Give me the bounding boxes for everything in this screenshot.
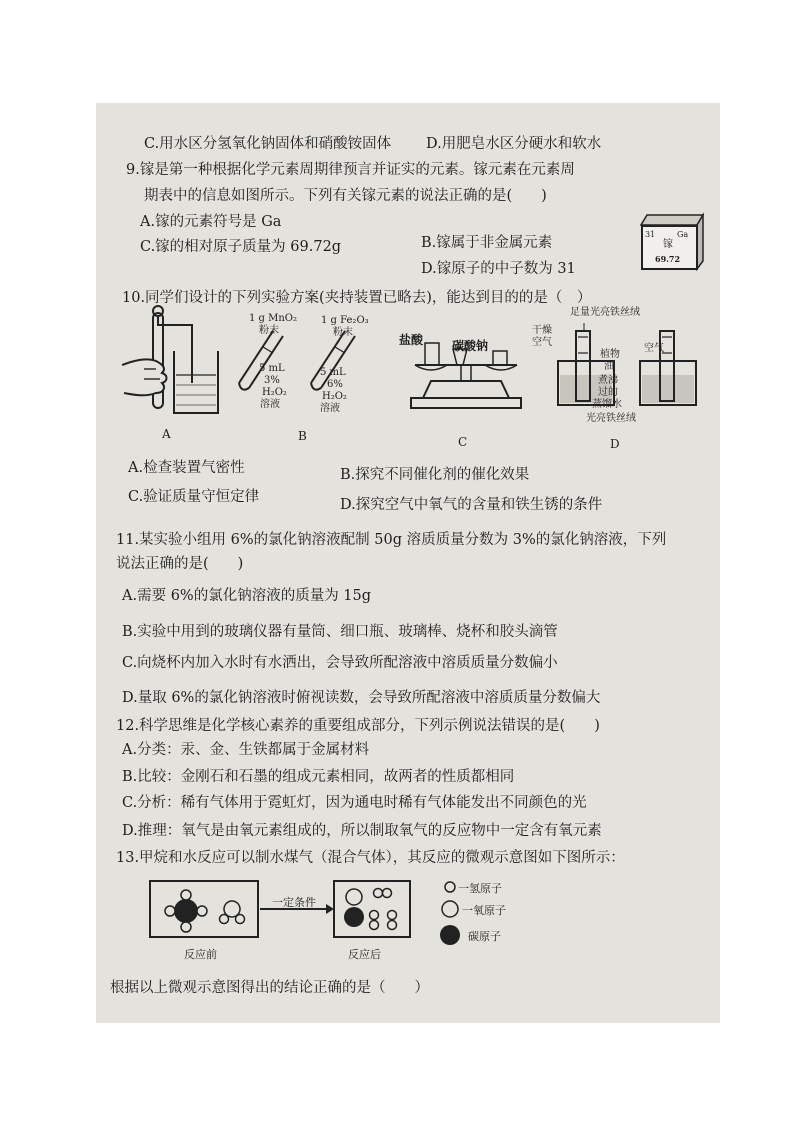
d-dry: 干燥 (532, 325, 552, 336)
b-right-percent: 6% (327, 379, 343, 390)
option-11a: A.需要 6%的氯化钠溶液的质量为 15g (122, 588, 372, 604)
option-12d: D.推理：氧气是由氧元素组成的，所以制取氧气的反应物中一定含有氧元素 (122, 823, 602, 839)
d-distilled: 蒸馏水 (592, 399, 622, 410)
option-8d: D.用肥皂水区分硬水和软水 (426, 136, 602, 152)
b-right-powder: 粉末 (333, 327, 353, 338)
b-left-volume: 5 mL (259, 363, 285, 374)
b-right-reagent: 1 g Fe₂O₃ (321, 315, 369, 326)
question-13-prompt: 根据以上微观示意图得出的结论正确的是（ ） (110, 980, 429, 996)
element-symbol: Ga (677, 230, 689, 239)
option-11c: C.向烧杯内加入水时有水洒出，会导致所配溶液中溶质质量分数偏小 (122, 655, 558, 671)
d-iron-wool-bottom: 光亮铁丝绒 (586, 413, 636, 424)
caption-d: D (610, 437, 620, 451)
option-10d: D.探究空气中氧气的含量和铁生锈的条件 (340, 497, 603, 513)
legend-carbon: 碳原子 (468, 930, 501, 943)
element-tile (641, 215, 701, 265)
question-11: 11.某实验小组用 6%的氯化钠溶液配制 50g 溶质质量分数为 3%的氯化钠溶液，下列 (116, 532, 667, 548)
figure-13 (136, 875, 696, 971)
option-10a: A.检查装置气密性 (128, 460, 245, 476)
c-acid-label: 盐酸 (399, 333, 424, 347)
option-11b: B.实验中用到的玻璃仪器有量筒、细口瓶、玻璃棒、烧杯和胶头滴管 (122, 624, 558, 640)
option-8c: C.用水区分氢氧化钠固体和硝酸铵固体 (144, 136, 392, 152)
question-13: 13.甲烷和水反应可以制水煤气（混合气体），其反应的微观示意图如下图所示： (116, 850, 625, 866)
worksheet-page (96, 103, 720, 1023)
d-boiled: 煮沸 (598, 375, 618, 386)
option-10b: B.探究不同催化剂的催化效果 (340, 467, 530, 483)
question-9: 9.镓是第一种根据化学元素周期律预言并证实的元素。镓元素在元素周 (126, 162, 575, 178)
d-iron-wool-top: 足量光亮铁丝绒 (570, 307, 640, 318)
b-left-powder: 粉末 (259, 325, 279, 336)
caption-b: B (298, 429, 307, 443)
c-carbonate-label: 碳酸钠 (452, 339, 489, 353)
after-label: 反应后 (348, 948, 381, 961)
option-12a: A.分类：汞、金、生铁都属于金属材料 (122, 742, 370, 758)
option-9b: B.镓属于非金属元素 (421, 235, 553, 251)
option-9c: C.镓的相对原子质量为 69.72g (140, 239, 342, 255)
d-treated: 过的 (598, 387, 618, 398)
condition-label: 一定条件 (272, 896, 316, 909)
question-9-cont: 期表中的信息如图所示。下列有关镓元素的说法正确的是( ) (144, 188, 547, 204)
option-12c: C.分析：稀有气体用于霓虹灯，因为通电时稀有气体能发出不同颜色的光 (122, 795, 587, 811)
caption-c: C (458, 435, 468, 449)
option-9a: A.镓的元素符号是 Ga (140, 214, 282, 230)
atomic-number: 31 (645, 230, 656, 239)
caption-a: A (162, 427, 171, 441)
b-right-h2o2: H₂O₂ (322, 391, 347, 402)
b-left-h2o2: H₂O₂ (262, 387, 287, 398)
apparatus-c (401, 303, 531, 433)
option-10c: C.验证质量守恒定律 (128, 489, 260, 505)
question-12: 12.科学思维是化学核心素养的重要组成部分，下列示例说法错误的是( ) (116, 718, 600, 734)
d-plant: 植物 (600, 349, 620, 360)
question-10: 10.同学们设计的下列实验方案(夹持装置已略去)，能达到目的的是（ ） (122, 290, 592, 306)
figure-10 (116, 303, 716, 463)
legend-hydrogen: 一氢原子 (458, 882, 502, 895)
element-name: 镓 (663, 239, 673, 250)
option-11d: D.量取 6%的氯化钠溶液时俯视读数，会导致所配溶液中溶质质量分数偏大 (122, 690, 601, 706)
b-left-reagent: 1 g MnO₂ (249, 313, 298, 324)
d-air-right: 空气 (644, 343, 664, 354)
b-right-volume: 5 mL (320, 367, 346, 378)
b-left-solution: 溶液 (260, 399, 280, 410)
d-oil: 油 (604, 361, 614, 372)
atomic-mass: 69.72 (655, 254, 681, 264)
legend-oxygen: 一氧原子 (462, 904, 506, 917)
option-9d: D.镓原子的中子数为 31 (421, 261, 576, 277)
b-right-solution: 溶液 (320, 403, 340, 414)
before-label: 反应前 (184, 948, 217, 961)
question-11-cont: 说法正确的是( ) (116, 556, 244, 572)
d-air-left: 空气 (532, 337, 552, 348)
b-left-percent: 3% (264, 375, 280, 386)
option-12b: B.比较：金刚石和石墨的组成元素相同，故两者的性质都相同 (122, 769, 515, 785)
